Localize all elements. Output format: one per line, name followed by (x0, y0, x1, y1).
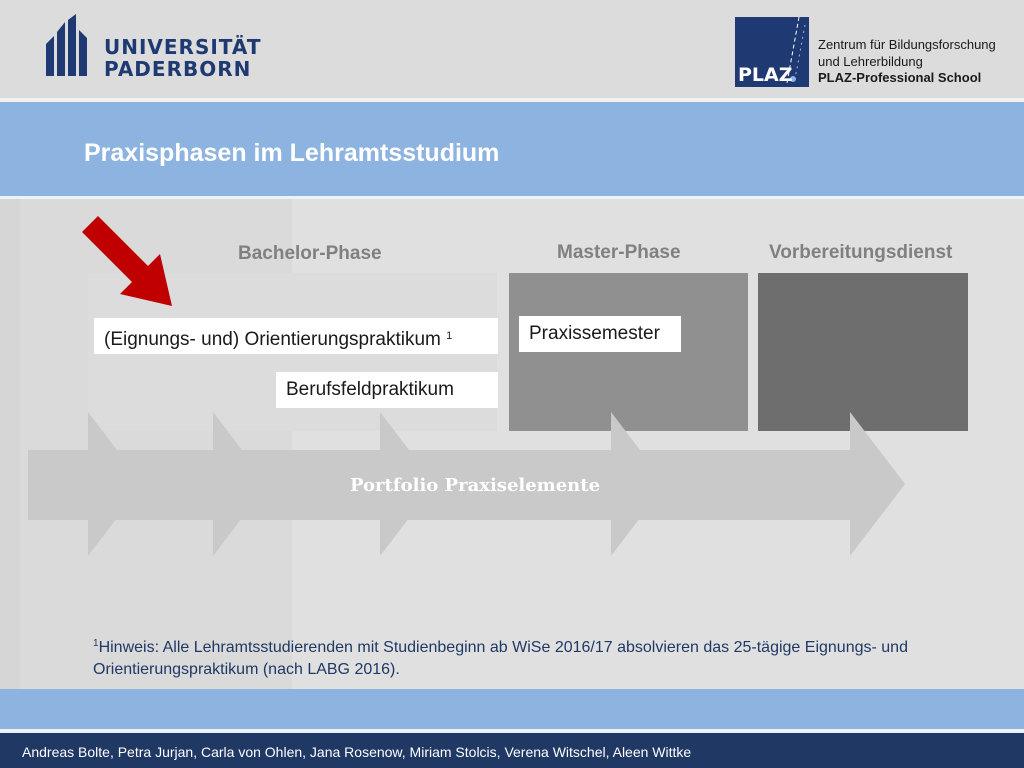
plaz-caption-line3: PLAZ-Professional School (818, 70, 982, 85)
plaz-logo-text: PLAZ (738, 64, 793, 86)
master-phase-label: Master-Phase (557, 242, 681, 263)
orientierungspraktikum-label: (Eignungs- und) Orientierungspraktikum (104, 329, 441, 350)
university-name-line1: UNIVERSITÄT (104, 35, 262, 59)
footnote (93, 633, 973, 681)
university-wordmark (104, 36, 261, 80)
vorbereitungsdienst-label: Vorbereitungsdienst (769, 242, 953, 263)
footer-authors: Andreas Bolte, Petra Jurjan, Carla von Ohlen, Jana Rosenow, Miriam Stolcis, Verena Witschel, Aleen Wittke (22, 744, 692, 760)
page-title: Praxisphasen im Lehramtsstudium (84, 139, 500, 167)
berufsfeldpraktikum-box: Berufsfeldpraktikum (276, 372, 498, 408)
bachelor-phase-label: Bachelor-Phase (238, 243, 382, 264)
university-logo-icon (46, 14, 94, 76)
portfolio-chevron-1 (88, 412, 143, 556)
footnote-text: Hinweis: Alle Lehramtsstudierenden mit Studienbeginn ab WiSe 2016/17 absolvieren das 25-tägige Eignungs- und Orientierungspraktikum (nach LABG 2016). (93, 639, 908, 678)
praxissemester-box: Praxissemester (519, 316, 681, 352)
portfolio-label: Portfolio Praxiselemente (350, 475, 601, 496)
footnote-marker: 1 (93, 638, 99, 649)
portfolio-chevron-4 (611, 412, 666, 556)
footnote-ref: 1 (446, 330, 453, 342)
red-arrow-icon (78, 212, 178, 312)
bottom-band (0, 689, 1024, 729)
university-name-line2: PADERBORN (104, 57, 252, 81)
plaz-caption-line2: und Lehrerbildung (818, 53, 923, 69)
plaz-caption-line1: Zentrum für Bildungsforschung (818, 37, 996, 52)
plaz-caption (818, 37, 996, 87)
orientierungspraktikum-box (94, 318, 498, 354)
portfolio-chevron-2 (213, 412, 268, 556)
master-phase-block (509, 273, 748, 431)
vorbereitungsdienst-block (758, 273, 968, 431)
